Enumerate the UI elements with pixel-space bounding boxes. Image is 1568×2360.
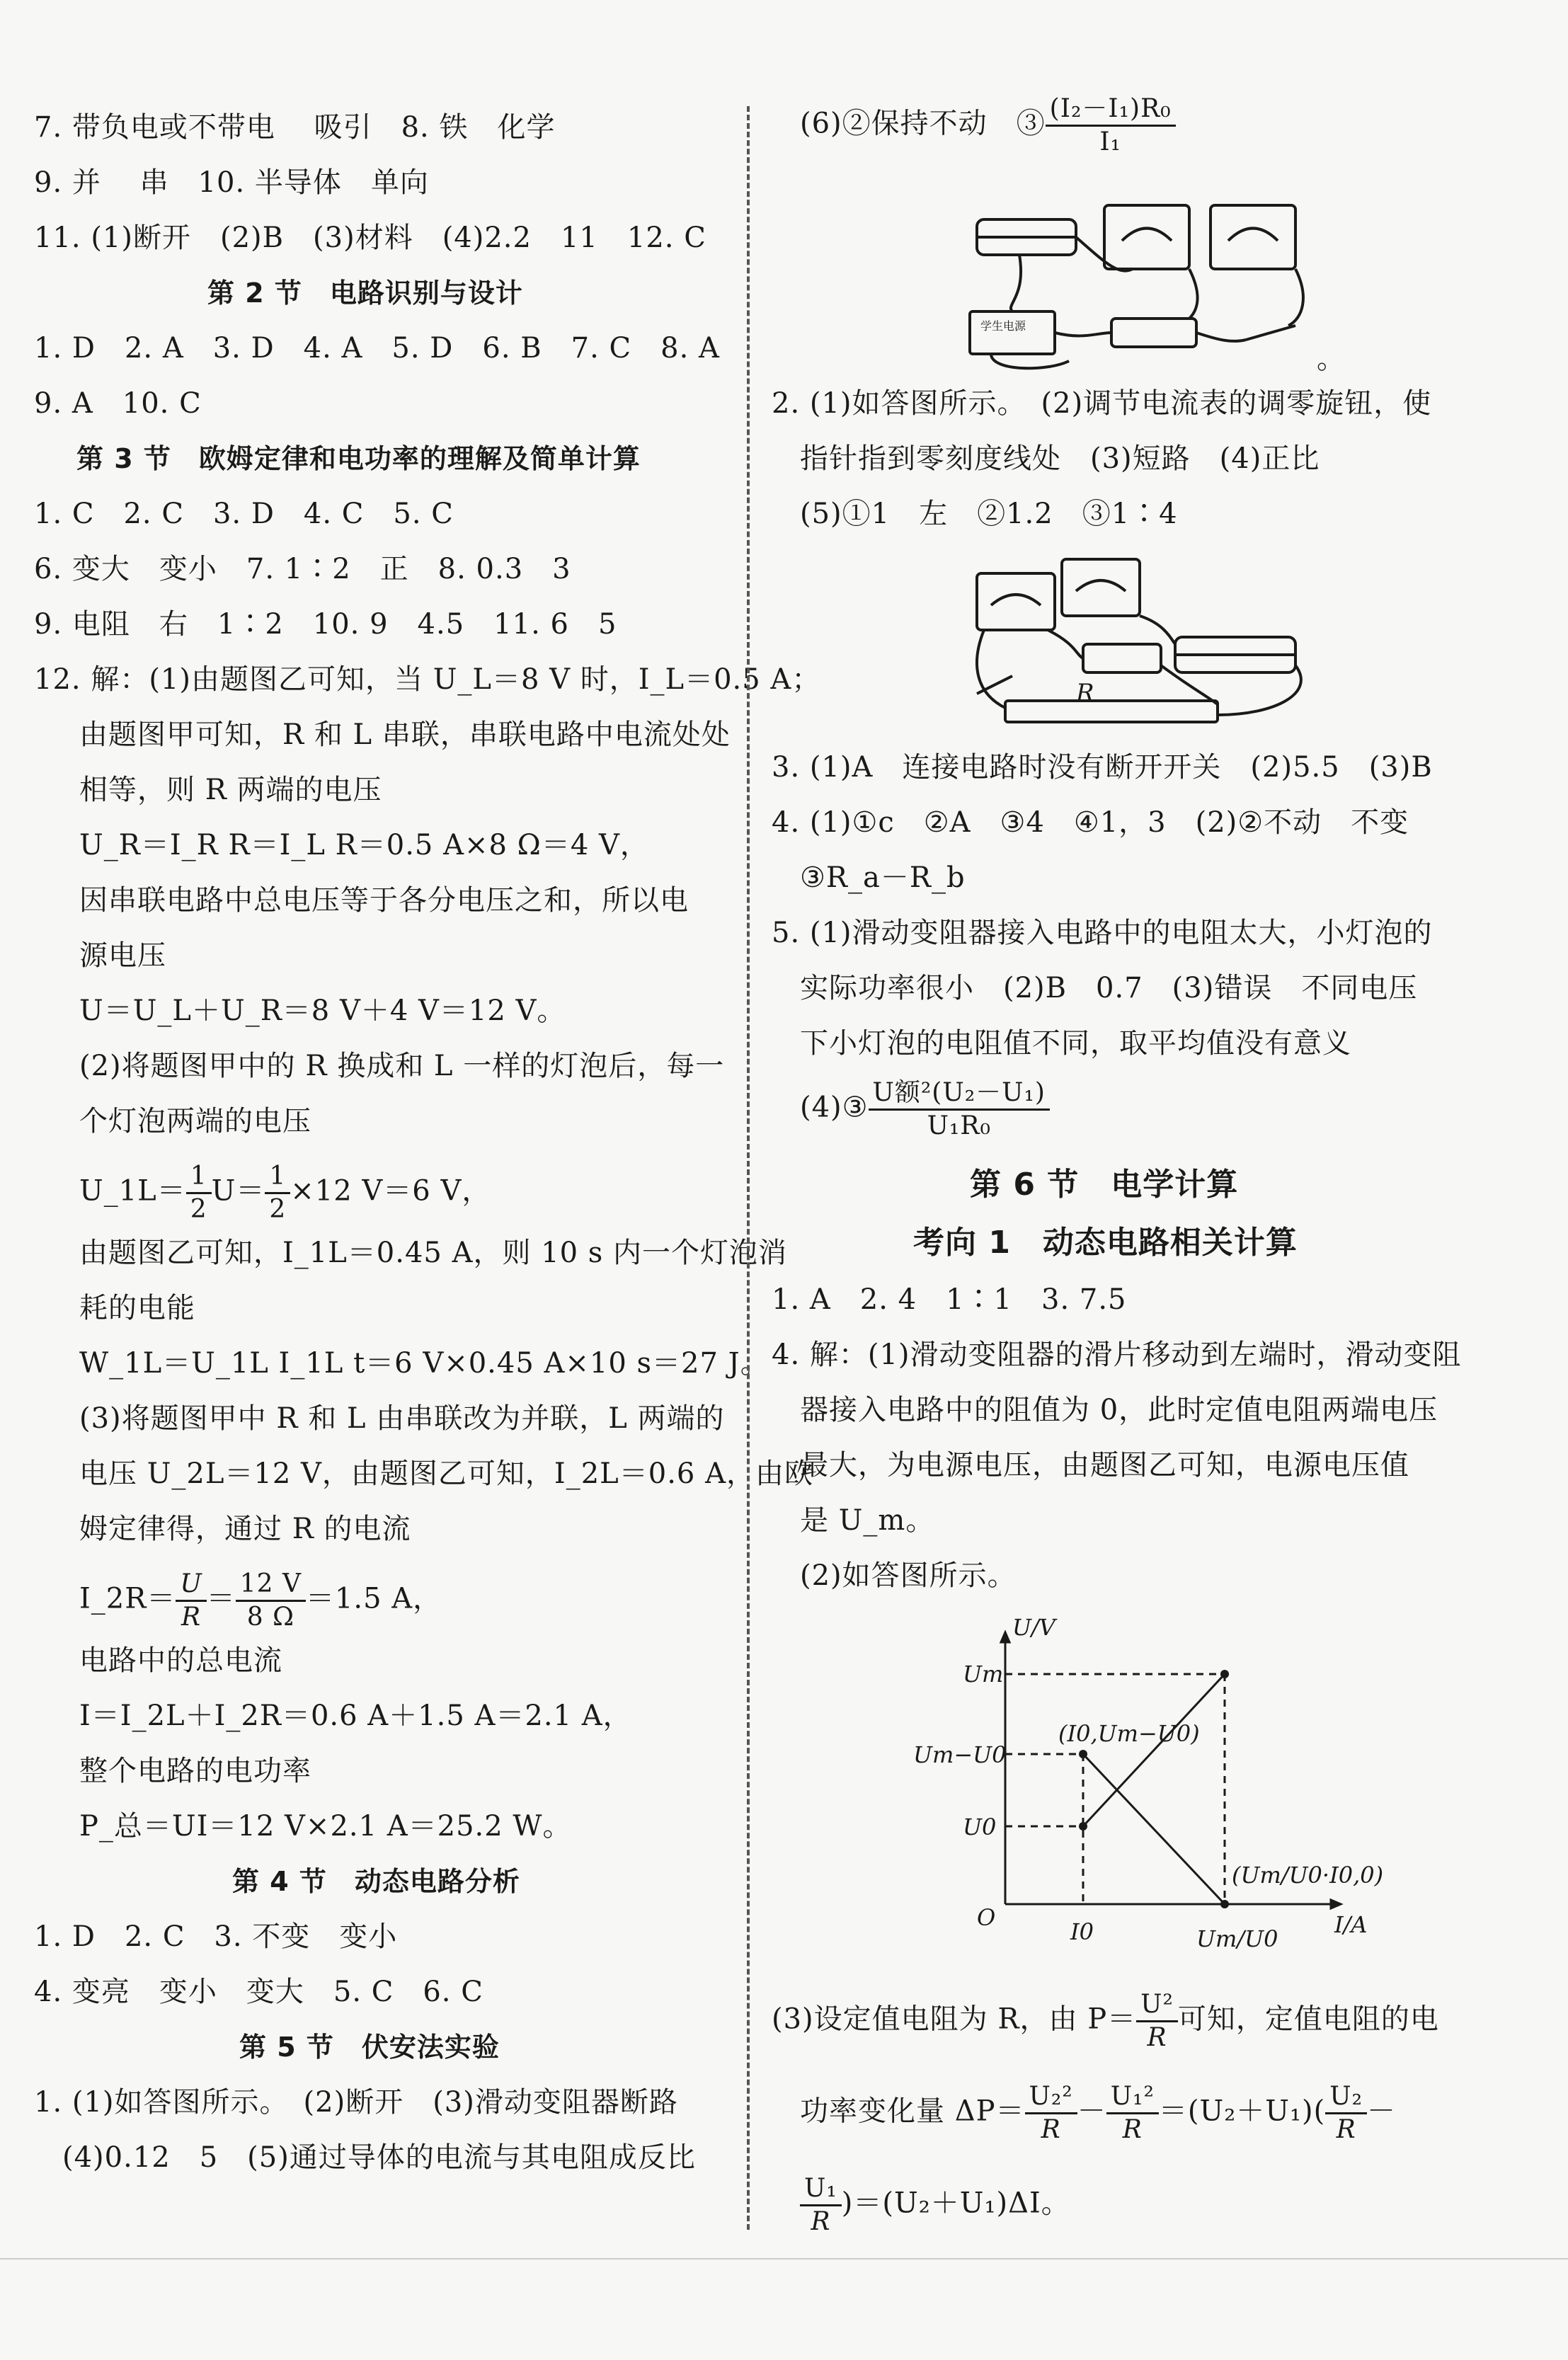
formula-line <box>772 1989 1439 2053</box>
denominator: 2 <box>269 1195 287 1224</box>
formula-line: U＝U_L＋U_R＝8 V＋4 V＝12 V。 <box>79 995 566 1027</box>
fraction <box>1025 2081 1077 2146</box>
section-heading: 第 2 节 电路识别与设计 <box>207 277 523 309</box>
section-heading: 第 4 节 动态电路分析 <box>232 1866 520 1897</box>
power-supply <box>970 311 1055 354</box>
formula-text: － <box>1077 2095 1106 2128</box>
fraction <box>1325 2081 1367 2146</box>
page-bottom-rule <box>0 2258 1568 2259</box>
y-axis-arrow <box>1001 1632 1009 1642</box>
formula-line: P_总＝UI＝12 V×2.1 A＝25.2 W。 <box>79 1810 572 1843</box>
answer-line: 电压 U_2L＝12 V，由题图乙可知，I_2L＝0.6 A，由欧 <box>79 1457 813 1490</box>
voltmeter-body <box>977 573 1055 630</box>
x-tick-end: Um/U0 <box>1196 1925 1278 1952</box>
fraction <box>186 1161 212 1225</box>
formula-text: ×12 V＝6 V， <box>290 1174 491 1208</box>
answer-line: 器接入电路中的阻值为 0，此时定值电阻两端电压 <box>800 1394 1438 1426</box>
answer-line: 4. 解：(1)滑动变阻器的滑片移动到左端时，滑动变阻 <box>772 1339 1462 1371</box>
section-heading: 第 3 节 欧姆定律和电功率的理解及简单计算 <box>76 443 641 474</box>
answer-line: 由题图乙可知，I_1L＝0.45 A，则 10 s 内一个灯泡消 <box>79 1237 788 1269</box>
denominator: R <box>181 1603 202 1632</box>
fraction <box>869 1077 1050 1142</box>
answer-line: (2)如答图所示。 <box>800 1559 1017 1592</box>
fraction <box>265 1161 290 1225</box>
denominator: R <box>1147 2023 1167 2052</box>
formula-line <box>800 2173 1070 2238</box>
circuit-figure-2 <box>963 552 1331 736</box>
section-heading: 第 5 节 伏安法实验 <box>239 2032 500 2063</box>
formula-text: (4)③ <box>800 1091 869 1124</box>
formula-text: (6)②保持不动 ③ <box>800 107 1046 140</box>
formula-text: )＝(U₂＋U₁)ΔI。 <box>841 2187 1070 2220</box>
numerator: U² <box>1136 1989 1178 2022</box>
power-supply-label: 学生电源 <box>980 319 1026 333</box>
answer-line: 因串联电路中总电压等于各分电压之和，所以电 <box>79 884 689 917</box>
point-label-1: (I0,Um−U0) <box>1058 1720 1200 1747</box>
formula-line <box>79 1161 491 1225</box>
answer-line: 由题图甲可知，R 和 L 串联，串联电路中电流处处 <box>79 718 731 751</box>
formula-text: (3)设定值电阻为 R，由 P＝ <box>772 2003 1137 2036</box>
answer-line: 姆定律得，通过 R 的电流 <box>79 1513 411 1545</box>
answer-line: 相等，则 R 两端的电压 <box>79 774 382 806</box>
formula-text: 可知，定值电阻的电 <box>1177 2003 1439 2036</box>
y-tick-u0: U0 <box>963 1814 997 1840</box>
answer-line: 1. D 2. C 3. 不变 变小 <box>34 1920 398 1953</box>
formula-line <box>800 1077 1050 1142</box>
x-axis-arrow <box>1331 1900 1341 1908</box>
u-i-graph <box>906 1614 1402 1968</box>
formula-text: ＝ <box>206 1582 236 1615</box>
numerator: 1 <box>265 1161 290 1194</box>
ammeter-body <box>1211 205 1295 269</box>
subsection-heading: 考向 1 动态电路相关计算 <box>913 1225 1298 1261</box>
numerator: U <box>176 1569 206 1602</box>
answer-line: 3. (1)A 连接电路时没有断开开关 (2)5.5 (3)B <box>772 751 1433 784</box>
formula-text: I_2R＝ <box>79 1582 176 1615</box>
fraction <box>800 2173 842 2238</box>
answer-line: 最大，为电源电压，由题图乙可知，电源电压值 <box>800 1449 1409 1482</box>
formula-line <box>79 1569 442 1633</box>
section-heading: 第 6 节 电学计算 <box>970 1167 1239 1203</box>
answer-line: 电路中的总电流 <box>79 1644 282 1677</box>
fraction <box>1136 1989 1178 2053</box>
point-iend <box>1220 1900 1229 1908</box>
answer-line: 11. (1)断开 (2)B (3)材料 (4)2.2 11 12. C <box>34 222 706 254</box>
formula-text: U_1L＝ <box>79 1174 186 1208</box>
numerator: U₂² <box>1025 2081 1077 2114</box>
fraction <box>176 1569 206 1633</box>
answer-line: 个灯泡两端的电压 <box>79 1105 311 1138</box>
answer-line: 9. 电阻 右 1∶2 10. 9 4.5 11. 6 5 <box>34 608 617 641</box>
point-i0-um-u0 <box>1079 1750 1087 1758</box>
answer-line: (2)将题图甲中的 R 换成和 L 一样的灯泡后，每一 <box>79 1050 725 1082</box>
answer-line: 7. 带负电或不带电 吸引 8. 铁 化学 <box>34 111 556 144</box>
denominator: 2 <box>190 1195 207 1224</box>
circuit-figure-1 <box>963 198 1359 375</box>
answer-line: 1. C 2. C 3. D 4. C 5. C <box>34 498 454 530</box>
y-tick-um: Um <box>963 1661 1004 1688</box>
resistor <box>1111 319 1196 347</box>
answer-line: 9. 并 串 10. 半导体 单向 <box>34 166 429 199</box>
denominator: 8 Ω <box>246 1603 294 1632</box>
numerator: 1 <box>186 1161 212 1194</box>
origin-label: O <box>977 1904 996 1931</box>
column-divider <box>747 106 750 2230</box>
battery-box <box>1005 701 1218 722</box>
denominator: R <box>1122 2115 1143 2144</box>
answer-line: 1. A 2. 4 1∶1 3. 7.5 <box>772 1283 1127 1316</box>
numerator: (I₂－I₁)R₀ <box>1046 93 1176 127</box>
formula-line: W_1L＝U_1L I_1L t＝6 V×0.45 A×10 s＝27 J。 <box>79 1347 769 1380</box>
formula-line: U_R＝I_R R＝I_L R＝0.5 A×8 Ω＝4 V， <box>79 829 649 861</box>
answer-line: 5. (1)滑动变阻器接入电路中的电阻太大，小灯泡的 <box>772 917 1433 949</box>
answer-line: 1. D 2. A 3. D 4. A 5. D 6. B 7. C 8. A <box>34 332 720 365</box>
denominator: R <box>811 2207 831 2236</box>
answer-line: (3)将题图甲中 R 和 L 由串联改为并联，L 两端的 <box>79 1402 725 1435</box>
fraction <box>236 1569 306 1633</box>
point-i0-u0 <box>1079 1822 1087 1831</box>
formula-text: 功率变化量 ΔP＝ <box>800 2095 1025 2128</box>
line-resistor-voltage <box>1083 1754 1225 1904</box>
formula-line <box>800 2081 1396 2146</box>
answer-line: (4)0.12 5 (5)通过导体的电流与其电阻成反比 <box>62 2141 696 2174</box>
answer-line: 9. A 10. C <box>34 387 202 420</box>
formula-text: U＝ <box>211 1174 265 1208</box>
denominator: I₁ <box>1099 127 1121 156</box>
answer-line: 指针指到零刻度线处 (3)短路 (4)正比 <box>800 442 1320 475</box>
answer-line: 源电压 <box>79 939 166 972</box>
voltmeter-body <box>1104 205 1189 269</box>
numerator: U额²(U₂－U₁) <box>869 1077 1050 1111</box>
answer-line <box>800 93 1176 158</box>
y-tick-um-u0: Um−U0 <box>913 1741 1007 1768</box>
line-source-voltage <box>1083 1674 1225 1826</box>
switch-blade <box>1246 326 1295 340</box>
fraction <box>1106 2081 1159 2146</box>
formula-line: I＝I_2L＋I_2R＝0.6 A＋1.5 A＝2.1 A， <box>79 1700 632 1732</box>
answer-line: 12. 解：(1)由题图乙可知，当 U_L＝8 V 时，I_L＝0.5 A； <box>34 663 821 696</box>
denominator: U₁R₀ <box>927 1111 991 1140</box>
formula-text: － <box>1367 2095 1397 2128</box>
numerator: U₁ <box>800 2173 842 2206</box>
numerator: U₂ <box>1325 2081 1367 2114</box>
formula-text: ＝(U₂＋U₁)( <box>1158 2095 1326 2128</box>
denominator: R <box>1041 2115 1061 2144</box>
x-axis-label: I/A <box>1334 1911 1368 1938</box>
resistor <box>1083 644 1161 672</box>
answer-line: (5)①1 左 ②1.2 ③1∶4 <box>800 498 1178 530</box>
meter-dial <box>1122 229 1172 241</box>
answer-line: 4. (1)①c ②A ③4 ④1，3 (2)②不动 不变 <box>772 806 1409 839</box>
denominator: R <box>1336 2115 1356 2144</box>
answer-line: 2. (1)如答图所示。 (2)调节电流表的调零旋钮，使 <box>772 387 1432 420</box>
point-um <box>1220 1670 1229 1678</box>
answer-line: 下小灯泡的电阻值不同，取平均值没有意义 <box>800 1027 1351 1060</box>
resistor-label: R <box>1076 679 1094 707</box>
answer-line: 实际功率很小 (2)B 0.7 (3)错误 不同电压 <box>800 972 1418 1004</box>
numerator: 12 V <box>236 1569 306 1602</box>
y-axis-label: U/V <box>1012 1614 1055 1641</box>
point-label-2: (Um/U0·I0,0) <box>1232 1862 1384 1889</box>
answer-line: 1. (1)如答图所示。 (2)断开 (3)滑动变阻器断路 <box>34 2086 678 2119</box>
formula-text: ＝1.5 A， <box>305 1582 442 1615</box>
figure-dot: 。 <box>1317 343 1345 375</box>
answer-line: 整个电路的电功率 <box>79 1755 311 1787</box>
ammeter-body <box>1062 559 1140 616</box>
answer-line: 6. 变大 变小 7. 1∶2 正 8. 0.3 3 <box>34 553 571 585</box>
numerator: U₁² <box>1106 2081 1159 2114</box>
formula-line: ③R_a－R_b <box>800 861 966 894</box>
answer-line: 4. 变亮 变小 变大 5. C 6. C <box>34 1976 483 2008</box>
answer-line: 是 U_m。 <box>800 1504 935 1537</box>
x-tick-i0: I0 <box>1070 1918 1094 1945</box>
answer-line: 耗的电能 <box>79 1292 195 1324</box>
meter-dial <box>1228 229 1278 241</box>
fraction <box>1046 93 1176 158</box>
